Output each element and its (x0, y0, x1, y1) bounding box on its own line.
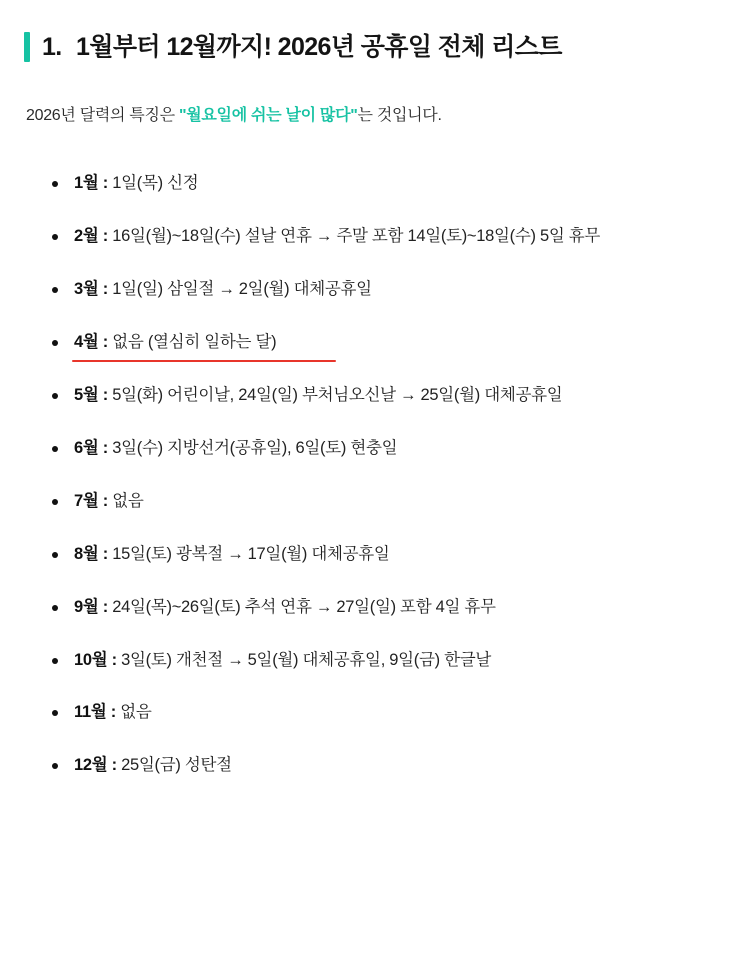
intro-highlight: "월요일에 쉬는 날이 많다" (178, 107, 358, 125)
month-detail: 16일(월)~18일(수) 설날 연휴 → 주말 포함 14일(토)~18일(수) 5일 휴무 (108, 227, 601, 246)
month-label: 7월 : (74, 491, 108, 510)
month-label: 5월 : (74, 385, 108, 404)
intro-before: 2026년 달력의 특징은 (26, 107, 179, 125)
month-detail: 없음 (115, 703, 152, 722)
heading-title: 1월부터 12월까지! 2026년 공휴일 전체 리스트 (76, 32, 562, 61)
list-item (48, 596, 709, 620)
month-label: 10월 : (74, 650, 117, 669)
month-detail: 5일(화) 어린이날, 24일(일) 부처님오신날 → 25일(월) 대체공휴일 (108, 385, 563, 404)
month-detail: 1일(목) 신정 (108, 174, 199, 193)
month-detail: 1일(일) 삼일절 → 2일(월) 대체공휴일 (108, 280, 372, 299)
list-item (48, 490, 709, 514)
list-item (48, 754, 709, 778)
month-detail: 3일(토) 개천절 → 5일(월) 대체공휴일, 9일(금) 한글날 (116, 650, 492, 669)
heading-number: 1. (42, 32, 62, 61)
heading-text (42, 33, 562, 62)
heading-accent-bar (24, 32, 30, 62)
list-item-highlighted (48, 331, 709, 355)
list-item (48, 543, 709, 567)
month-label: 9월 : (74, 597, 108, 616)
intro-after: 는 것입니다. (357, 107, 442, 125)
month-detail: 15일(토) 광복절 → 17일(월) 대체공휴일 (108, 544, 390, 563)
month-detail: 없음 (열심히 일하는 달) (108, 333, 277, 352)
list-item (48, 437, 709, 461)
month-detail: 3일(수) 지방선거(공휴일), 6일(토) 현충일 (108, 438, 398, 457)
list-item (48, 701, 709, 725)
month-detail: 25일(금) 성탄절 (116, 756, 232, 775)
month-label: 4월 : (74, 333, 108, 352)
month-label: 8월 : (74, 544, 108, 563)
list-item (48, 278, 709, 302)
month-detail: 24일(목)~26일(토) 추석 연휴 → 27일(일) 포함 4일 휴무 (108, 597, 496, 616)
month-label: 12월 : (74, 756, 117, 775)
page-title (22, 16, 709, 78)
month-label: 3월 : (74, 280, 108, 299)
month-label: 6월 : (74, 438, 108, 457)
holiday-month-list (22, 172, 709, 778)
intro-paragraph (22, 104, 709, 128)
article-page (0, 16, 731, 954)
list-item (48, 649, 709, 673)
list-item (48, 225, 709, 249)
month-label: 2월 : (74, 227, 108, 246)
month-label: 11월 : (74, 703, 116, 722)
month-label: 1월 : (74, 174, 108, 193)
list-item (48, 172, 709, 196)
month-detail: 없음 (108, 491, 144, 510)
list-item (48, 384, 709, 408)
